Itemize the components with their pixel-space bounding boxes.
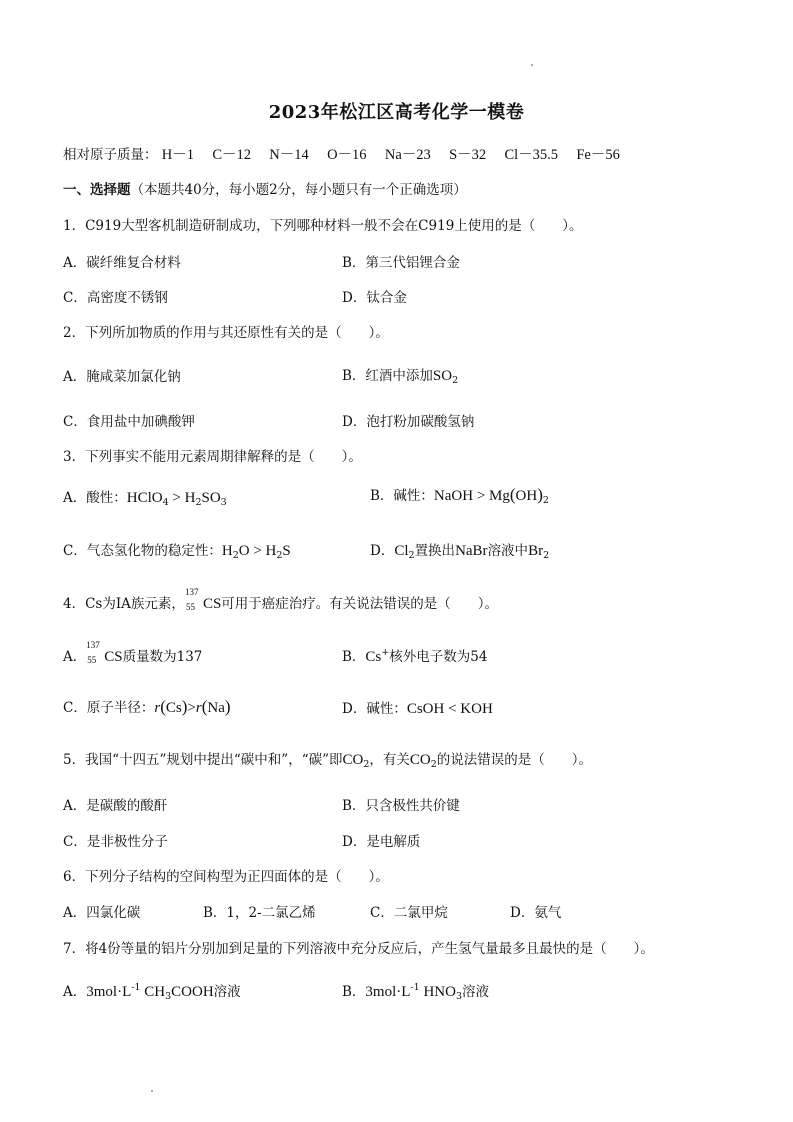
question-1-stem: 1．C919大型客机制造研制成功，下列哪种材料一般不会在C919上使用的是（ ）。 <box>63 218 583 234</box>
question-3-option-a: A．酸性：HClO$_4$ > $H_2SO_3$ <box>63 490 227 508</box>
atomic-masses-label: 相对原子质量： <box>63 147 158 163</box>
question-7-option-b: B．$3mol\cdot L^{-1}$ $HNO_3$溶液 <box>342 982 489 1002</box>
mass-h: H－1 <box>161 147 195 163</box>
mass-n: N－14 <box>269 147 309 163</box>
question-7-option-a: A．$3mol\cdot L^{-1}$ $CH_3COOH$溶液 <box>63 982 241 1002</box>
question-6-stem: 6．下列分子结构的空间构型为正四面体的是（ ）。 <box>63 869 389 885</box>
question-4-option-a: A． 137 55 CS质量数为137 <box>63 640 203 665</box>
question-2-stem: 2．下列所加物质的作用与其还原性有关的是（ ）。 <box>63 325 389 341</box>
question-6-option-a: A．四氯化碳 <box>63 905 141 921</box>
question-5-option-b: B．只含极性共价键 <box>342 798 460 814</box>
page-title: 2023年松江区高考化学一模卷 <box>268 102 525 123</box>
question-2-option-a: A．腌咸菜加氯化钠 <box>63 369 181 385</box>
question-6-option-c: C．二氯甲烷 <box>370 905 448 921</box>
question-5-option-c: C．是非极性分子 <box>63 834 168 850</box>
mass-cl: Cl－35.5 <box>504 147 559 163</box>
question-2-option-d: D．泡打粉加碳酸氢钠 <box>342 414 475 430</box>
atomic-masses <box>63 143 634 164</box>
mass-o: O－16 <box>327 147 367 163</box>
question-4-option-b: B．Cs+核外电子数为54 <box>342 647 488 665</box>
question-6-option-b: B．1，2-二氯乙烯 <box>203 905 316 921</box>
mass-s: S－32 <box>449 147 487 163</box>
question-1-option-c: C．高密度不锈钢 <box>63 290 168 306</box>
question-2-option-b: B．红酒中添加$SO_2$ <box>342 368 459 386</box>
question-4-stem: 4．Cs为ⅠA族元素， 137 55 CS可用于癌症治疗。有关说法错误的是（ ）。 <box>63 587 499 612</box>
nuclide-notation: 137 55 <box>184 587 199 612</box>
question-1-option-a: A．碳纤维复合材料 <box>63 255 181 271</box>
question-3-option-c: C．气态氢化物的稳定性：$H_2O > H_2S$ <box>63 543 291 561</box>
question-4-option-c: C．原子半径：r(Cs)>r(Na) <box>63 697 231 716</box>
mass-na: Na－23 <box>384 147 431 163</box>
scan-dot-top <box>531 64 533 66</box>
question-3-option-d: D．$Cl_2$置换出NaBr溶液中$Br_2$ <box>370 543 550 561</box>
question-6-option-d: D．氨气 <box>510 905 562 921</box>
question-5-stem: 5．我国“十四五”规划中提出“碳中和”，“碳”即$CO_2$，有关$CO_2$的说法错误的是（ ）。 <box>63 752 593 770</box>
scan-dot-bottom <box>151 1090 153 1092</box>
question-5-option-a: A．是碳酸的酸酐 <box>63 798 168 814</box>
mass-c: C－12 <box>212 147 251 163</box>
mass-fe: Fe－56 <box>576 147 620 163</box>
nuclide-notation-a: 137 55 <box>86 640 100 665</box>
question-3-stem: 3．下列事实不能用元素周期律解释的是（ ）。 <box>63 449 362 465</box>
section-heading <box>63 178 467 198</box>
question-2-option-c: C．食用盐中加碘酸钾 <box>63 414 195 430</box>
section-title: 一、选择题 <box>63 182 131 198</box>
question-5-option-d: D．是电解质 <box>342 834 421 850</box>
question-4-option-d: D．碱性：CsOH < KOH <box>342 701 493 717</box>
question-1-option-d: D．钛合金 <box>342 290 407 306</box>
question-3-option-b: B．碱性：NaOH > $Mg(OH)_2$ <box>370 485 549 506</box>
question-7-stem: 7．将4份等量的铝片分别加到足量的下列溶液中充分反应后，产生氢气量最多且最快的是（ ）。 <box>63 941 654 957</box>
question-1-option-b: B．第三代铝锂合金 <box>342 255 460 271</box>
section-note: （本题共40分，每小题2分，每小题只有一个正确选项） <box>130 182 467 198</box>
